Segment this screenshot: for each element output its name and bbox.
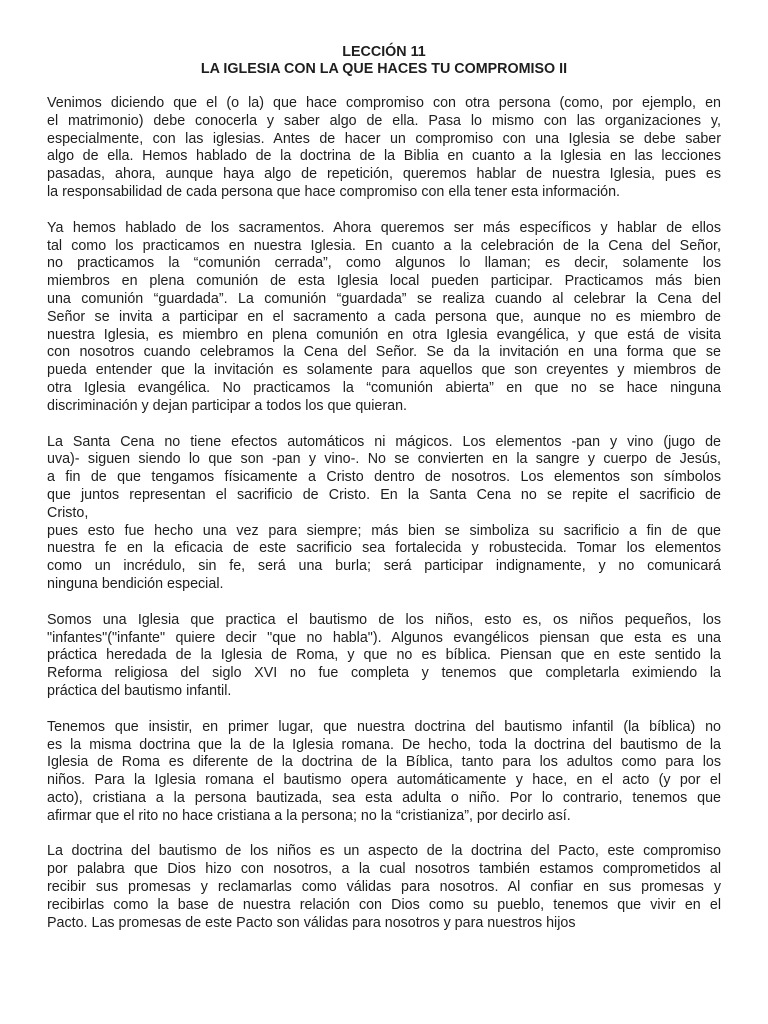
paragraph [47,719,721,826]
paragraph-line: especialmente, con las iglesias. Antes de hacer un compromiso con una Iglesia se debe saber [47,130,721,147]
paragraph-line: recibirlas como la base de nuestra relación con Dios como su pueblo, tenemos que vivir en el [47,896,721,913]
paragraph-line: Pacto. Las promesas de este Pacto son válidas para nosotros y para nuestros hijos [47,914,576,931]
paragraph-line: práctica del bautismo infantil. [47,682,232,699]
paragraph-line: "infantes"("infante" quiere decir "que no habla"). Algunos evangélicos piensan que esta es una [47,629,721,646]
paragraph-line: a fin de que tengamos físicamente a Cristo dentro de nosotros. Los elementos son símbolos [47,469,721,486]
paragraph-line: que juntos representan el sacrificio de Cristo. En la Santa Cena no se repite el sacrificio de [47,486,721,503]
paragraph-line: Cristo, [47,504,89,521]
lesson-number: LECCIÓN 11 [342,44,426,60]
paragraph-line: Señor se invita a participar en el sacramento a cada persona que, aunque no es miembro de [47,308,721,325]
paragraph-line: discriminación y dejan participar a todos los que quieran. [47,397,408,414]
paragraph-line: pues esto fue hecho una vez para siempre; más bien se simboliza su sacrificio a fin de que [47,522,721,539]
paragraph-line: Somos una Iglesia que practica el bautismo de los niños, esto es, os niños pequeños, los [47,611,721,628]
paragraph-line: ninguna bendición especial. [47,575,224,592]
paragraph-line: con nosotros cuando celebramos la Cena del Señor. Se da la invitación en una forma que se [47,344,721,361]
paragraph-line: como un incrédulo, sin fe, será una burla; será participar indignamente, y no comunicará [47,558,721,575]
paragraph-line: uva)- siguen siendo lo que son -pan y vino-. No se convierten en la sangre y cuerpo de Jesús, [47,451,721,468]
paragraph-line: práctica heredada de la Iglesia de Roma, y que no es bíblica. Piensan que en este sentido la [47,647,721,664]
paragraph-line: Ya hemos hablado de los sacramentos. Ahora queremos ser más específicos y hablar de ellos [47,219,721,236]
paragraph-line: algo de ella. Hemos hablado de la doctrina de la Biblia en cuanto a la Iglesia en las lecciones [47,148,721,165]
paragraph [47,434,721,594]
paragraph-line: La doctrina del bautismo de los niños es un aspecto de la doctrina del Pacto, este compromiso [47,843,721,860]
paragraph-line: pueda entender que la invitación es solamente para aquellos que son creyentes y miembros de [47,362,721,379]
paragraph-line: recibir sus promesas y reclamarlas como válidas para nosotros. Al confiar en sus promesas y [47,879,721,896]
paragraph-line: una comunión “guardada”. La comunión “guardada” se realiza cuando al celebrar la Cena del [47,290,721,307]
lesson-heading [47,44,721,78]
lesson-title: LA IGLESIA CON LA QUE HACES TU COMPROMISO II [200,61,568,77]
paragraph [47,220,721,416]
paragraph-line: es la misma doctrina que la de la Iglesia romana. De hecho, toda la doctrina del bautismo de la [47,736,721,753]
paragraph-line: afirmar que el rito no hace cristiana a la persona; no la “cristianiza”, por decirlo así. [47,807,571,824]
paragraph-line: Reforma religiosa del siglo XVI no fue completa y tenemos que completarla eximiendo la [47,665,721,682]
document-page [47,44,721,950]
paragraph-line: miembros en plena comunión de esta Iglesia local pueden participar. Practicamos más bien [47,273,721,290]
paragraph-line: no practicamos la “comunión cerrada”, como algunos lo llaman; es decir, solamente los [47,255,721,272]
paragraph-line: La Santa Cena no tiene efectos automáticos ni mágicos. Los elementos -pan y vino (jugo de [47,433,721,450]
paragraph [47,612,721,701]
paragraph-line: Tenemos que insistir, en primer lugar, que nuestra doctrina del bautismo infantil (la bíblica) no [47,718,721,735]
paragraph-line: tal como los practicamos en nuestra Iglesia. En cuanto a la celebración de la Cena del Señor, [47,237,721,254]
paragraph-line: nuestra Iglesia, es miembro en plena comunión en otra Iglesia evangélica, y que está de visita [47,326,721,343]
paragraph-line: nuestra fe en la eficacia de este sacrificio sea fortalecida y robustecida. Tomar los elementos [47,540,721,557]
paragraph-line: pasadas, ahora, aunque haya algo de repetición, queremos hablar de nuestra Iglesia, pues es [47,166,721,183]
paragraph-line: acto), cristiana a la persona bautizada, sea esta adulta o niño. Por lo contrario, tenemos que [47,789,721,806]
paragraph-line: la responsabilidad de cada persona que hace compromiso con ella tener esta información. [47,183,621,200]
paragraph-line: el matrimonio) debe conocerla y saber algo de ella. Pasa lo mismo con las organizaciones y, [47,112,721,129]
paragraph-line: niños. Para la Iglesia romana el bautismo opera automáticamente y hace, en el acto (y por el [47,772,721,789]
document-body [47,95,721,932]
paragraph [47,843,721,932]
paragraph-line: Iglesia de Roma es diferente de la doctrina de la Bíblica, tanto para los adultos como para los [47,754,721,771]
paragraph-line: otra Iglesia evangélica. No practicamos la “comunión abierta” en que no se hace ninguna [47,379,721,396]
paragraph [47,95,721,202]
paragraph-line: por palabra que Dios hizo con nosotros, a la cual nosotros también estamos comprometidos al [47,861,721,878]
paragraph-line: Venimos diciendo que el (o la) que hace compromiso con otra persona (como, por ejemplo, en [47,95,721,111]
